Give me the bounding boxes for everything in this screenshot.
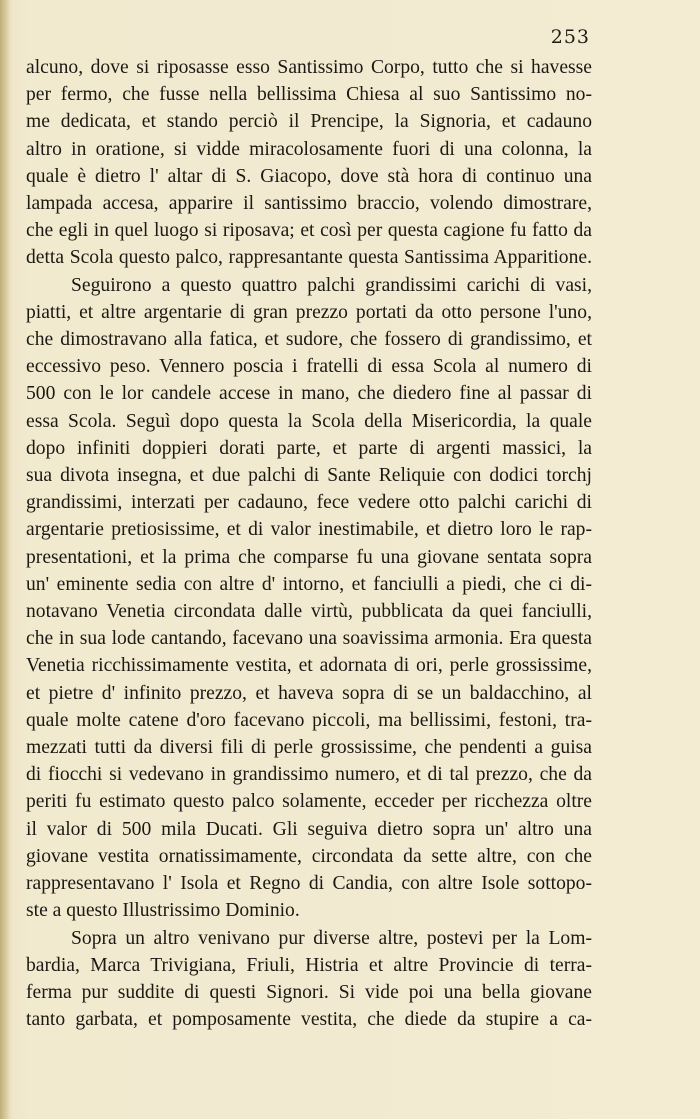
text-line: quale è dietro l' altar di S. Giacopo, dove stà hora di continuo una xyxy=(26,165,592,187)
text-line: ferma pur suddite di questi Signori. Si vide poi una bella giovane xyxy=(26,981,592,1003)
text-line: che egli in quel luogo si riposava; et così per questa cagione fu fatto da xyxy=(26,220,592,242)
binding-shadow xyxy=(0,0,10,1119)
text-line: altro in oratione, si vidde miracolosamente fuori di una colonna, la xyxy=(26,138,592,160)
text-line: giovane vestita ornatissimamente, circondata da sette altre, con che xyxy=(26,845,592,867)
text-line: che in sua lode cantando, facevano una soavissima armonia. Era questa xyxy=(26,628,592,650)
body-text xyxy=(26,54,592,1033)
text-line: me dedicata, et stando perciò il Prencipe, la Signoria, et cadauno xyxy=(26,111,592,133)
text-line: tanto garbata, et pomposamente vestita, che diede da stupire a ca- xyxy=(26,1009,592,1031)
text-line: rappresentavano l' Isola et Regno di Candia, con altre Isole sottopo- xyxy=(26,873,592,895)
text-line: detta Scola questo palco, rappresantante questa Santissima Apparitione. xyxy=(26,247,592,269)
text-line: ste a questo Illustrissimo Dominio. xyxy=(26,900,300,922)
text-line: alcuno, dove si riposasse esso Santissimo Corpo, tutto che si havesse xyxy=(26,57,592,78)
text-line: lampada accesa, apparire il santissimo braccio, volendo dimostrare, xyxy=(26,193,592,215)
text-line: un' eminente sedia con altre d' intorno, et fanciulli a piedi, che ci di- xyxy=(26,573,592,595)
text-line: mezzati tutti da diversi fili di perle grossissime, che pendenti a guisa xyxy=(26,737,592,759)
text-line: eccessivo peso. Vennero poscia i fratelli di essa Scola al numero di xyxy=(26,356,592,378)
text-line: grandissimi, interzati per cadauno, fece vedere otto palchi carichi di xyxy=(26,492,592,514)
text-line: Venetia ricchissimamente vestita, et adornata di ori, perle grossissime, xyxy=(26,655,592,677)
text-line: argentarie pretiosissime, et di valor inestimabile, et dietro loro le rap- xyxy=(26,519,592,541)
text-line: piatti, et altre argentarie di gran prezzo portati da otto persone l'uno, xyxy=(26,301,592,323)
text-line: notavano Venetia circondata dalle virtù, pubblicata da quei fanciulli, xyxy=(26,601,592,623)
text-line: Seguirono a questo quattro palchi grandissimi carichi di vasi, xyxy=(71,274,592,296)
text-line: Sopra un altro venivano pur diverse altre, postevi per la Lom- xyxy=(71,927,592,949)
text-line: sua divota insegna, et due palchi di Sante Reliquie con dodici torchj xyxy=(26,465,592,487)
text-line: il valor di 500 mila Ducati. Gli seguiva dietro sopra un' altro una xyxy=(26,818,592,840)
text-line: et pietre d' infinito prezzo, et haveva sopra di se un baldacchino, al xyxy=(26,682,592,704)
text-line: per fermo, che fusse nella bellissima Chiesa al suo Santissimo no- xyxy=(26,84,592,106)
text-line: che dimostravano alla fatica, et sudore, che fossero di grandissimo, et xyxy=(26,329,592,351)
text-line: 500 con le lor candele accese in mano, che diedero fine al passar di xyxy=(26,383,592,405)
text-line: bardia, Marca Trivigiana, Friuli, Histria et altre Provincie di terra- xyxy=(26,954,592,976)
text-line: essa Scola. Seguì dopo questa la Scola della Misericordia, la quale xyxy=(26,410,592,432)
text-line: di fiocchi si vedevano in grandissimo numero, et di tal prezzo, che da xyxy=(26,764,592,786)
text-line: periti fu estimato questo palco solamente, ecceder per ricchezza oltre xyxy=(26,791,592,813)
text-line: presentationi, et la prima che comparse fu una giovane sentata sopra xyxy=(26,546,592,568)
text-line: quale molte catene d'oro facevano piccoli, ma bellissimi, festoni, tra- xyxy=(26,709,592,731)
text-line: dopo infiniti doppieri dorati parte, et parte di argenti massici, la xyxy=(26,437,592,459)
page-number: 253 xyxy=(550,26,590,48)
